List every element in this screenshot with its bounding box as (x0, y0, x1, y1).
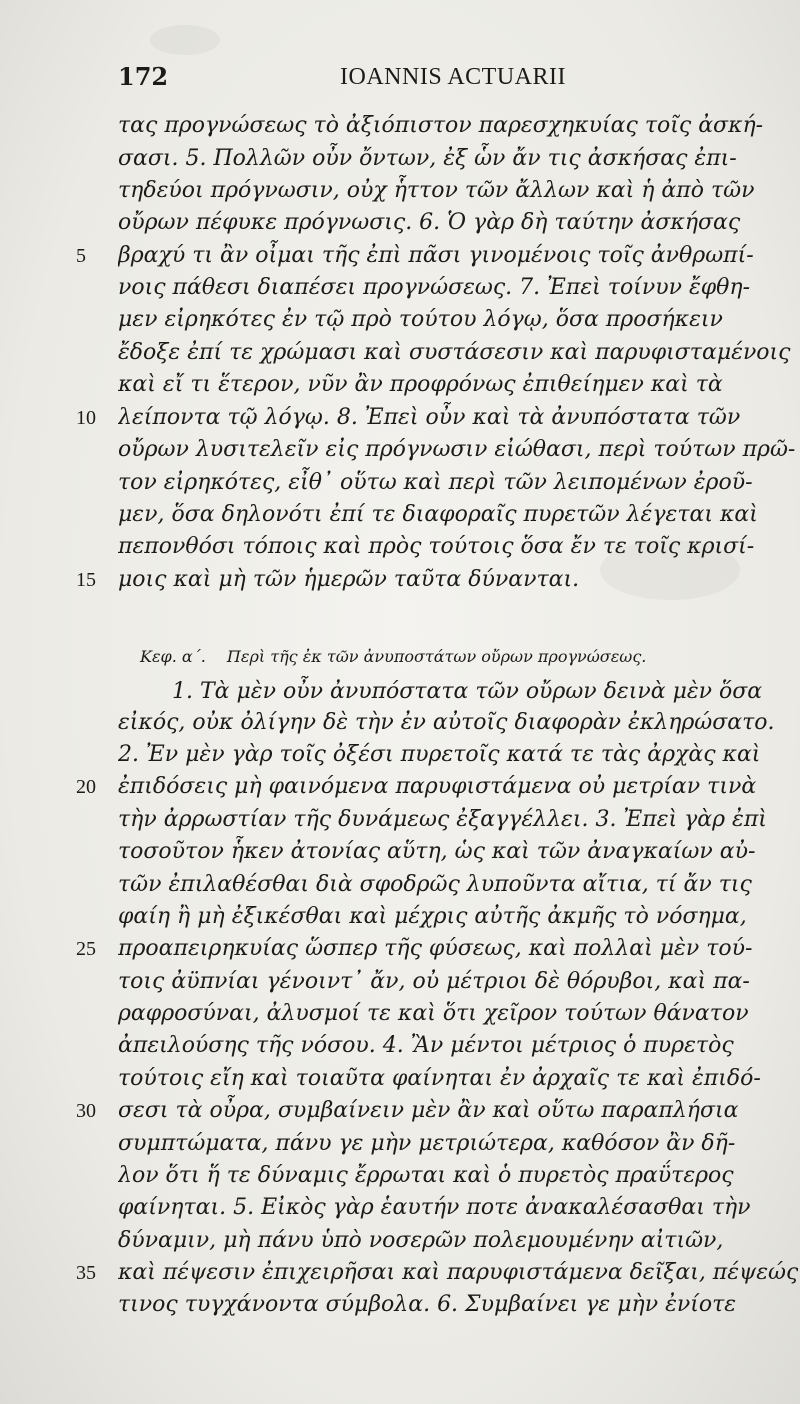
text-line: λείποντα τῷ λόγῳ. 8. Ἐπεὶ οὖν καὶ τὰ ἀνυπόστατα τῶν (118, 405, 741, 430)
text-line: τῶν ἐπιλαθέσθαι διὰ σφοδρῶς λυποῦντα αἴτια, τί ἄν τις (118, 872, 752, 897)
text-line: καὶ εἴ τι ἕτερον, νῦν ἂν προφρόνως ἐπιθείημεν καὶ τὰ (118, 372, 723, 397)
chapter-heading (140, 647, 780, 666)
line-number: 25 (76, 938, 96, 960)
text-line: εἰκός, οὐκ ὀλίγην δὲ τὴν ἐν αὐτοῖς διαφορὰν ἐκληρώσατο. (118, 710, 775, 735)
text-line: νοις πάθεσι διαπέσει προγνώσεως. 7. Ἐπεὶ τοίνυν ἔφθη- (118, 275, 751, 300)
text-line: 2. Ἐν μὲν γὰρ τοῖς ὀξέσι πυρετοῖς κατά τε τὰς ἀρχὰς καὶ (118, 742, 761, 767)
line-number: 35 (76, 1262, 96, 1284)
text-line: καὶ πέψεσιν ἐπιχειρῆσαι καὶ παρυφιστάμενα δεῖξαι, πέψεώς (118, 1260, 798, 1285)
text-line: σασι. 5. Πολλῶν οὖν ὄντων, ἐξ ὧν ἄν τις ἀσκήσας ἐπι- (118, 146, 737, 171)
text-line: λον ὅτι ἥ τε δύναμις ἔρρωται καὶ ὁ πυρετὸς πραΰτερος (118, 1163, 734, 1188)
text-line: 1. Τὰ μὲν οὖν ἀνυπόστατα τῶν οὔρων δεινὰ μὲν ὅσα (172, 679, 763, 704)
text-line: ἐπιδόσεις μὴ φαινόμενα παρυφιστάμενα οὐ μετρίαν τινὰ (118, 774, 757, 799)
text-line: ραφροσύναι, ἀλυσμοί τε καὶ ὅτι χεῖρον τούτων θάνατον (118, 1001, 749, 1026)
line-number: 5 (76, 245, 86, 267)
page-stain (150, 25, 220, 55)
running-head: IOANNIS ACTUARII (340, 64, 566, 90)
page-header (118, 62, 800, 98)
line-number: 15 (76, 569, 96, 591)
text-line: τον εἰρηκότες, εἶθ᾽ οὕτω καὶ περὶ τῶν λειπομένων ἐροῦ- (118, 470, 753, 495)
page-number: 172 (118, 62, 169, 91)
chapter-title: Περὶ τῆς ἐκ τῶν ἀνυποστάτων οὔρων προγνώσεως. (226, 647, 647, 666)
text-line: τὴν ἀρρωστίαν τῆς δυνάμεως ἐξαγγέλλει. 3. Ἐπεὶ γὰρ ἐπὶ (118, 807, 767, 832)
line-number: 20 (76, 776, 96, 798)
text-line: τας προγνώσεως τὸ ἀξιόπιστον παρεσχηκυίας τοῖς ἀσκή- (118, 113, 764, 138)
text-line: οὔρων πέφυκε πρόγνωσις. 6. Ὁ γὰρ δὴ ταύτην ἀσκήσας (118, 210, 741, 235)
text-line: τοσοῦτον ἧκεν ἀτονίας αὕτη, ὡς καὶ τῶν ἀναγκαίων αὐ- (118, 839, 756, 864)
text-line: τινος τυγχάνοντα σύμβολα. 6. Συμβαίνει γε μὴν ἐνίοτε (118, 1292, 737, 1317)
line-number: 30 (76, 1100, 96, 1122)
line-number: 10 (76, 407, 96, 429)
text-line: τηδεύοι πρόγνωσιν, οὐχ ἧττον τῶν ἄλλων καὶ ἡ ἀπὸ τῶν (118, 178, 755, 203)
text-line: φαίη ἢ μὴ ἐξικέσθαι καὶ μέχρις αὐτῆς ἀκμῆς τὸ νόσημα, (118, 904, 747, 929)
text-line: οὔρων λυσιτελεῖν εἰς πρόγνωσιν εἰώθασι, περὶ τούτων πρῶ- (118, 437, 796, 462)
text-line: μεν, ὅσα δηλονότι ἐπί τε διαφοραῖς πυρετῶν λέγεται καὶ (118, 502, 758, 527)
text-line: δύναμιν, μὴ πάνυ ὑπὸ νοσερῶν πολεμουμένην αἰτιῶν, (118, 1228, 724, 1253)
text-line: μεν εἰρηκότες ἐν τῷ πρὸ τούτου λόγῳ, ὅσα προσήκειν (118, 307, 723, 332)
text-line: προαπειρηκυίας ὥσπερ τῆς φύσεως, καὶ πολλαὶ μὲν τού- (118, 936, 753, 961)
text-line: πεπονθόσι τόποις καὶ πρὸς τούτοις ὅσα ἔν τε τοῖς κρισί- (118, 534, 755, 559)
chapter-label: Κεφ. α΄. (140, 647, 206, 666)
text-line: φαίνηται. 5. Εἰκὸς γὰρ ἑαυτήν ποτε ἀνακαλέσασθαι τὴν (118, 1195, 751, 1220)
text-line: ἔδοξε ἐπί τε χρώμασι καὶ συστάσεσιν καὶ παρυφισταμένοις (118, 340, 791, 365)
text-line: ἀπειλούσης τῆς νόσου. 4. Ἂν μέντοι μέτριος ὁ πυρετὸς (118, 1033, 734, 1058)
text-line: βραχύ τι ἂν οἶμαι τῆς ἐπὶ πᾶσι γινομένοις τοῖς ἀνθρωπί- (118, 243, 754, 268)
text-line: τοις ἀϋπνίαι γένοιντ᾽ ἄν, οὐ μέτριοι δὲ θόρυβοι, καὶ πα- (118, 969, 750, 994)
text-line: τούτοις εἴη καὶ τοιαῦτα φαίνηται ἐν ἀρχαῖς τε καὶ ἐπιδό- (118, 1066, 761, 1091)
text-line: μοις καὶ μὴ τῶν ἡμερῶν ταῦτα δύνανται. (118, 567, 580, 592)
text-line: σεσι τὰ οὖρα, συμβαίνειν μὲν ἂν καὶ οὕτω παραπλήσια (118, 1098, 739, 1123)
text-line: συμπτώματα, πάνυ γε μὴν μετριώτερα, καθόσον ἂν δῆ- (118, 1131, 736, 1156)
